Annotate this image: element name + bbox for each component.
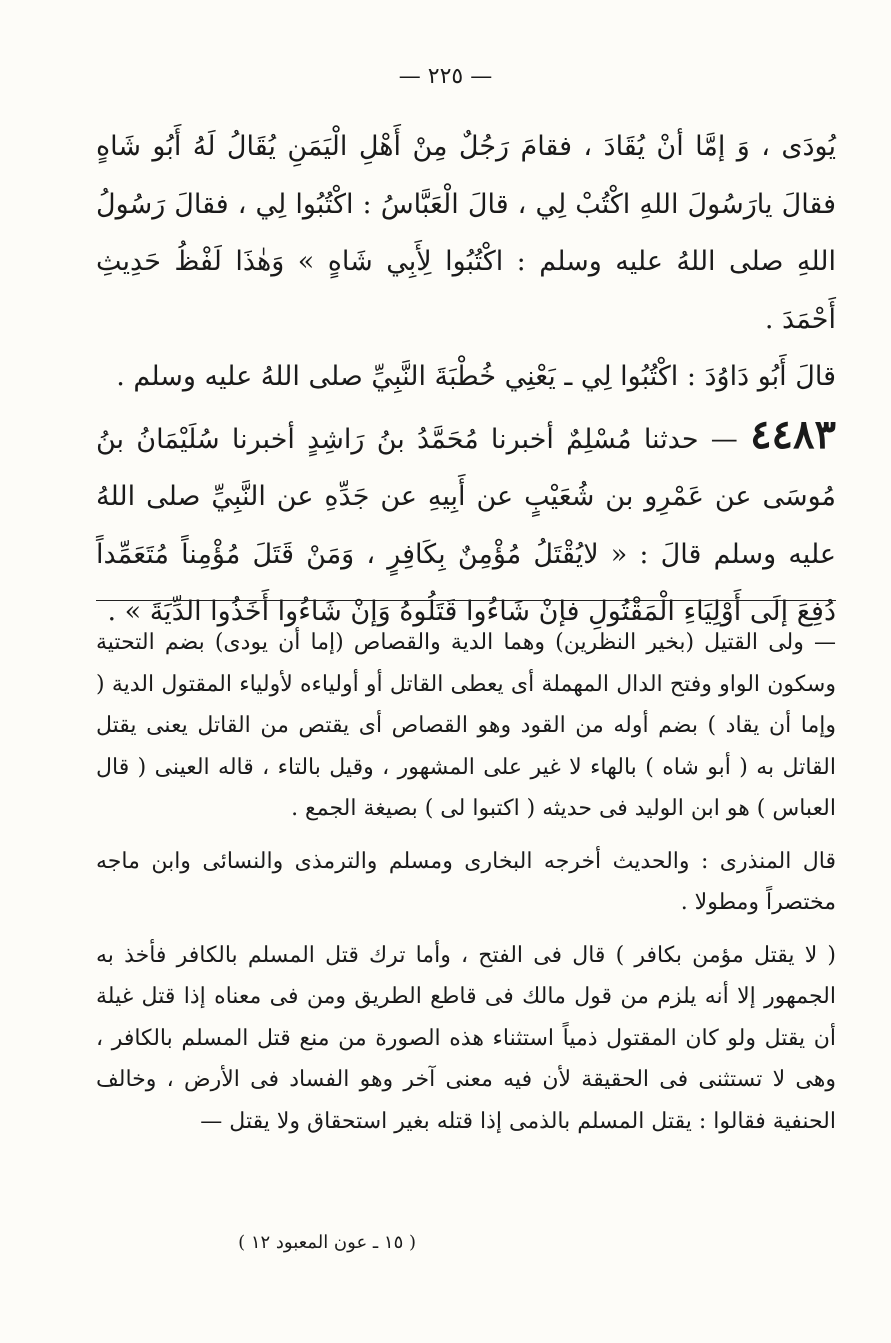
commentary-paragraph-3: ( لا يقتل مؤمن بكافر ) قال فى الفتح ، وأما ترك قتل المسلم بالكافر فأخذ به الجمهور إلا أنه يلزم من قول مالك فى قاطع الطريق ومن فى معناه إذا قتل غيلة أن يقتل ولو كان المقتول ذمياً استثناء هذه الصورة من منع قتل المسلم بالكافر ، وهى لا تستثنى فى الحقيقة لأن فيه معنى آخر وهو الفساد فى الأرض ، وخالف الحنفية فقالوا : يقتل المسلم بالذمى إذا قتله بغير استحقاق ولا يقتل —: [96, 942, 836, 1134]
printer-signature: ( ١٥ ـ عون المعبود ١٢ ): [238, 1232, 416, 1253]
footnote-divider: [96, 600, 836, 601]
main-paragraph-2: قالَ أَبُو دَاوُدَ : اكْتُبُوا لِي ـ يَعْنِي خُطْبَةَ النَّبِيِّ صلى اللهُ عليه وسلم .: [116, 361, 836, 392]
commentary-paragraph-2: قال المنذرى : والحديث أخرجه البخارى ومسلم والترمذى والنسائى وابن ماجه مختصراً ومطولا .: [96, 848, 836, 915]
main-paragraph-1: يُودَى ، وَ إمَّا أنْ يُقَادَ ، فقامَ رَجُلٌ مِنْ أَهْلِ الْيَمَنِ يُقَالُ لَهُ أَبُو شَاهٍ فقالَ يارَسُولَ اللهِ اكْتُبْ لِي ، قالَ الْعَبَّاسُ : اكْتُبُوا لِي ، فقالَ رَسُولُ اللهِ صلى اللهُ عليه وسلم : اكْتُبُوا لِأَبِي شَاهٍ » وَهٰذَا لَفْظُ حَدِيثِ أَحْمَدَ .: [96, 131, 836, 335]
hadith-number: ٤٤٨٣: [750, 410, 836, 458]
hadith-text: — حدثنا مُسْلِمٌ أخبرنا مُحَمَّدُ بنُ رَاشِدٍ أخبرنا سُلَيْمَانُ بنُ مُوسَى عن عَمْرِو بن شُعَيْبٍ عن أَبِيهِ عن جَدِّهِ عن النَّبِيِّ صلى اللهُ عليه وسلم قالَ : « لايُقْتَلُ مُؤْمِنٌ بِكَافِرٍ ، وَمَنْ قَتَلَ مُؤْمِناً مُتَعَمِّداً دُفِعَ إلَى أَوْلِيَاءِ الْمَقْتُولِ فإنْ شَاءُوا قَتَلُوهُ وَإنْ شَاءُوا أَخَذُوا الدِّيَةَ » .: [96, 423, 836, 627]
commentary-paragraph-1: — ولى القتيل (بخير النظرين) وهما الدية والقصاص (إما أن يودى) بضم التحتية وسكون الواو وفتح الدال المهملة أى يعطى القاتل أو أولياءه لأولياء المقتول الدية ( وإما أن يقاد ) بضم أوله من القود وهو القصاص أى يقتص من القاتل يعنى يقتل القاتل به ( أبو شاه ) بالهاء لا غير على المشهور ، وقيل بالتاء ، قاله العينى ( قال العباس ) هو ابن الوليد فى حديثه ( اكتبوا لى ) بصيغة الجمع .: [96, 630, 836, 821]
commentary: [96, 622, 836, 1142]
main-paragraph-3: [96, 406, 836, 641]
page-number: — ٢٢٥ —: [398, 64, 493, 89]
main-text: [96, 118, 836, 641]
